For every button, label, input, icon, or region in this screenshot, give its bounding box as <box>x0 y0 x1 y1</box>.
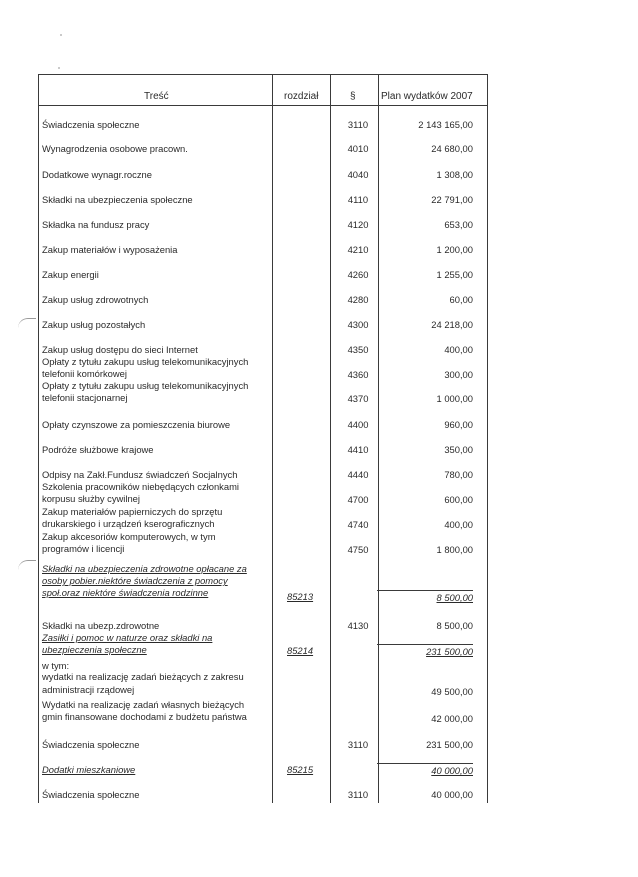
row-paragraf: 4700 <box>347 494 369 505</box>
margin-mark <box>18 318 36 329</box>
row-description-line2: drukarskiego i urządzeń kserograficznych <box>42 518 215 529</box>
section-rozdzial: 85214 <box>287 645 314 656</box>
header-tresc: Treść <box>144 91 169 102</box>
row-amount: 40 000,00 <box>431 789 473 800</box>
header-plan: Plan wydatków 2007 <box>381 91 473 102</box>
row-amount: 1 308,00 <box>436 169 473 180</box>
row-amount: 960,00 <box>444 419 473 430</box>
row-paragraf: 4740 <box>347 519 369 530</box>
row-paragraf: 4120 <box>347 219 369 230</box>
section-description-line1: Zasiłki i pomoc w naturze oraz składki na <box>42 632 213 643</box>
row-description-line1: Szkolenia pracowników niebędących członkami <box>42 481 239 492</box>
row-amount: 49 500,00 <box>431 686 473 697</box>
section-description-line1: Składki na ubezpieczenia zdrowotne opłacane za <box>42 563 247 574</box>
row-amount: 1 000,00 <box>436 393 473 404</box>
column-divider <box>272 75 273 803</box>
row-amount: 400,00 <box>444 519 473 530</box>
row-description-line2: wydatki na realizację zadań bieżących z zakresu <box>42 671 244 682</box>
row-description-line2: programów i licencji <box>42 543 125 554</box>
scan-speck <box>60 34 62 36</box>
row-paragraf: 3110 <box>347 789 369 800</box>
row-paragraf: 4210 <box>347 244 369 255</box>
column-divider <box>330 75 331 803</box>
row-description: Wynagrodzenia osobowe pracown. <box>42 143 188 154</box>
row-paragraf: 4400 <box>347 419 369 430</box>
section-description-line3: społ.oraz niektóre świadczenia rodzinne <box>42 587 209 598</box>
row-description: Zakup materiałów i wyposażenia <box>42 244 178 255</box>
expense-table <box>38 74 488 803</box>
row-description-line2: korpusu służby cywilnej <box>42 493 140 504</box>
row-description-line1: Zakup akcesoriów komputerowych, w tym <box>42 531 216 542</box>
row-description-line1: Opłaty z tytułu zakupu usług telekomunikacyjnych <box>42 380 249 391</box>
row-description: Podróże służbowe krajowe <box>42 444 154 455</box>
column-divider <box>378 75 379 803</box>
row-amount: 1 200,00 <box>436 244 473 255</box>
row-description-line1: Wydatki na realizację zadań własnych bieżących <box>42 699 245 710</box>
row-description: Zakup usług zdrowotnych <box>42 294 149 305</box>
row-paragraf: 4360 <box>347 369 369 380</box>
row-amount: 60,00 <box>449 294 473 305</box>
row-description-line2: telefonii stacjonarnej <box>42 392 128 403</box>
row-amount: 780,00 <box>444 469 473 480</box>
row-amount: 8 500,00 <box>436 620 473 631</box>
section-description-line2: ubezpieczenia społeczne <box>42 644 147 655</box>
row-paragraf: 4110 <box>347 194 369 205</box>
section-amount: 40 000,00 <box>377 763 473 776</box>
row-amount: 1 800,00 <box>436 544 473 555</box>
row-amount: 653,00 <box>444 219 473 230</box>
row-paragraf: 4260 <box>347 269 369 280</box>
row-description: Składka na fundusz pracy <box>42 219 150 230</box>
header-divider <box>39 105 487 106</box>
row-amount: 231 500,00 <box>426 739 473 750</box>
row-amount: 300,00 <box>444 369 473 380</box>
row-amount: 24 680,00 <box>431 143 473 154</box>
row-description-line3: administracji rządowej <box>42 684 135 695</box>
row-amount: 400,00 <box>444 344 473 355</box>
row-paragraf: 4010 <box>347 143 369 154</box>
section-rozdzial: 85213 <box>287 591 314 602</box>
row-paragraf: 4410 <box>347 444 369 455</box>
row-paragraf: 4040 <box>347 169 369 180</box>
row-paragraf: 4300 <box>347 319 369 330</box>
row-description: Opłaty czynszowe za pomieszczenia biurowe <box>42 419 231 430</box>
row-description: Odpisy na Zakł.Fundusz świadczeń Socjalnych <box>42 469 238 480</box>
row-amount: 22 791,00 <box>431 194 473 205</box>
row-paragraf: 4370 <box>347 393 369 404</box>
scan-speck <box>58 67 60 69</box>
section-description-line2: osoby pobier.niektóre świadczenia z pomocy <box>42 575 228 586</box>
row-description: Zakup usług pozostałych <box>42 319 146 330</box>
section-amount: 231 500,00 <box>377 644 473 657</box>
row-description-line2: gmin finansowane dochodami z budżetu państwa <box>42 711 247 722</box>
row-description: Składki na ubezp.zdrowotne <box>42 620 160 631</box>
row-description: Zakup energii <box>42 269 99 280</box>
row-description: Zakup usług dostępu do sieci Internet <box>42 344 198 355</box>
row-paragraf: 4130 <box>347 620 369 631</box>
row-amount: 1 255,00 <box>436 269 473 280</box>
row-description: Świadczenia społeczne <box>42 789 140 800</box>
row-paragraf: 4440 <box>347 469 369 480</box>
margin-mark <box>18 560 36 571</box>
header-rozdzial: rozdział <box>284 91 319 102</box>
row-description-line2: telefonii komórkowej <box>42 368 127 379</box>
row-description-line1: w tym: <box>42 660 70 671</box>
row-amount: 600,00 <box>444 494 473 505</box>
row-description-line1: Zakup materiałów papierniczych do sprzętu <box>42 506 223 517</box>
row-paragraf: 4280 <box>347 294 369 305</box>
row-amount: 42 000,00 <box>431 713 473 724</box>
row-description: Składki na ubezpieczenia społeczne <box>42 194 193 205</box>
section-rozdzial: 85215 <box>287 764 314 775</box>
section-amount: 8 500,00 <box>377 590 473 603</box>
section-description: Dodatki mieszkaniowe <box>42 764 136 775</box>
row-amount: 2 143 165,00 <box>418 119 473 130</box>
row-amount: 350,00 <box>444 444 473 455</box>
row-description-line1: Opłaty z tytułu zakupu usług telekomunikacyjnych <box>42 356 249 367</box>
header-paragraf: § <box>350 91 356 102</box>
row-paragraf: 3110 <box>347 119 369 130</box>
row-description: Świadczenia społeczne <box>42 739 140 750</box>
row-paragraf: 3110 <box>347 739 369 750</box>
row-paragraf: 4750 <box>347 544 369 555</box>
row-description: Świadczenia społeczne <box>42 119 140 130</box>
row-paragraf: 4350 <box>347 344 369 355</box>
row-amount: 24 218,00 <box>431 319 473 330</box>
row-description: Dodatkowe wynagr.roczne <box>42 169 152 180</box>
